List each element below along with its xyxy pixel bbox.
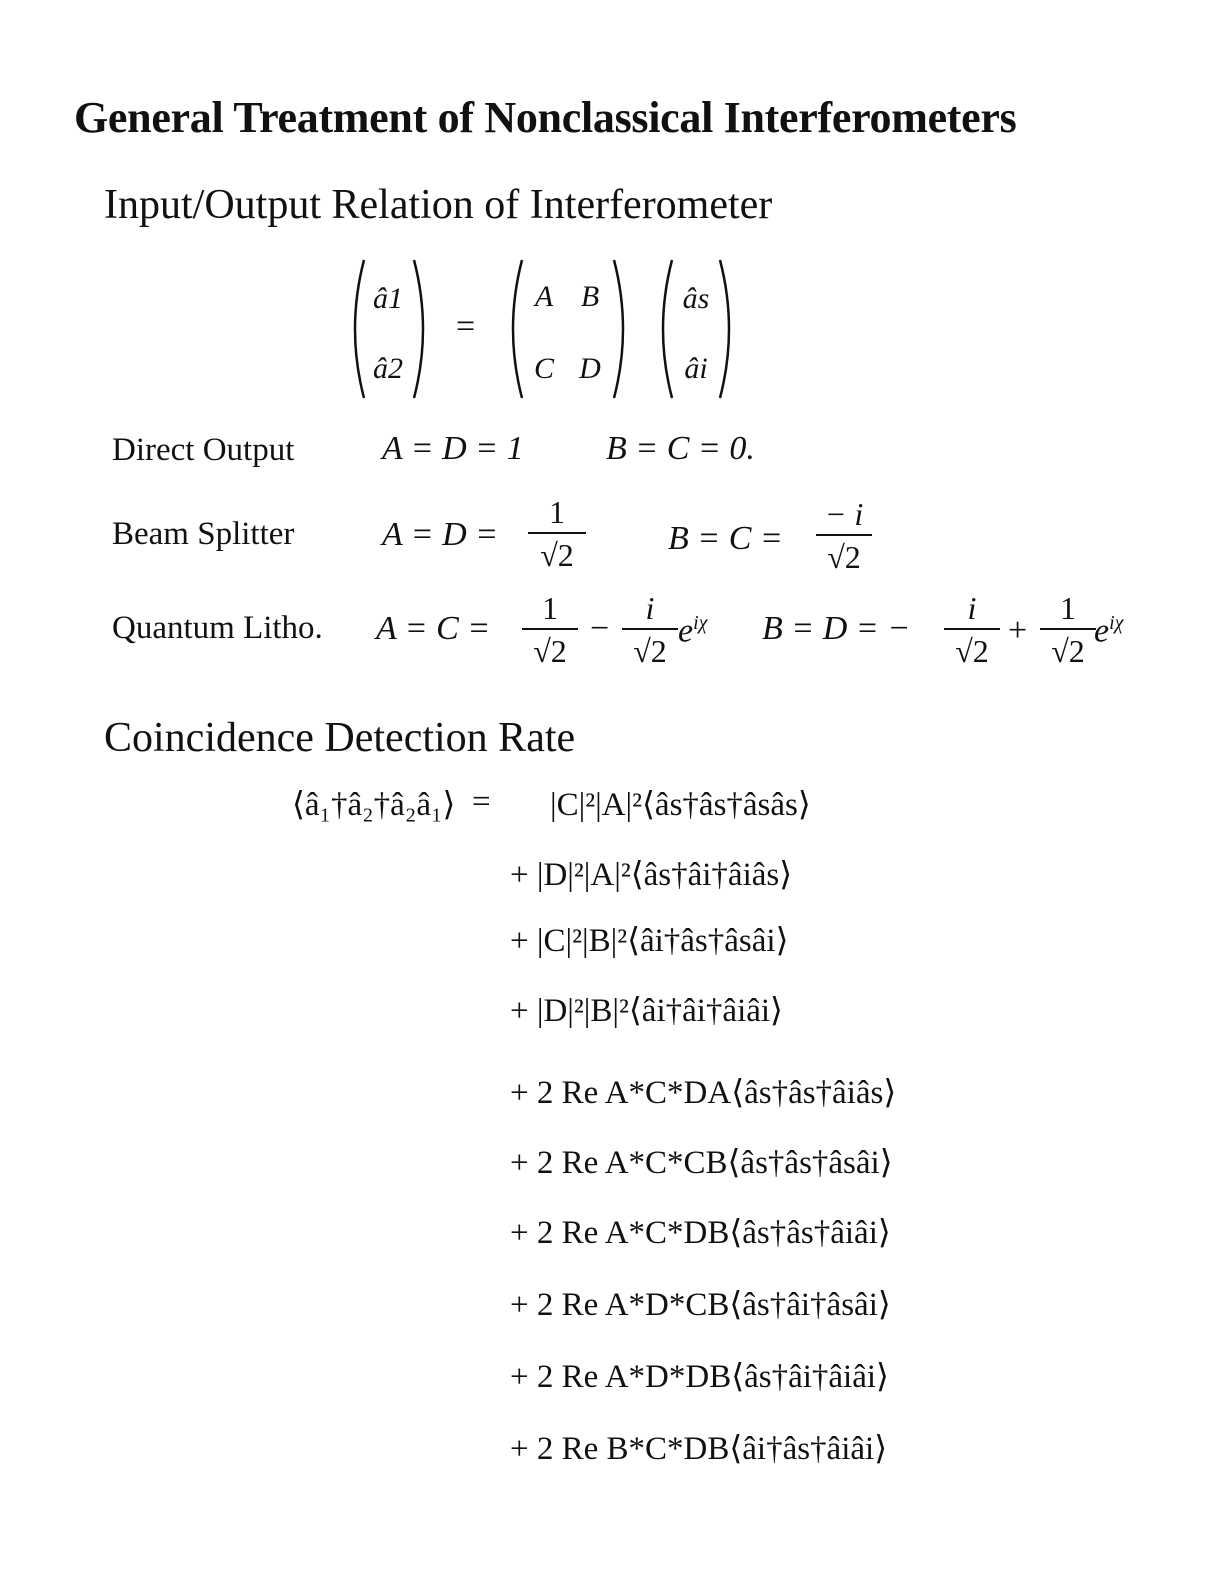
- frac-denominator: √2: [540, 537, 574, 573]
- quantum-litho-frac3: [944, 590, 1000, 670]
- frac-bar: [622, 628, 678, 630]
- quantum-litho-exp1: [678, 612, 707, 650]
- right-paren-icon: [718, 258, 740, 400]
- direct-output-expr1: A = D = 1: [382, 430, 524, 467]
- quantum-litho-frac4: [1040, 590, 1096, 670]
- exp-base: e: [1094, 612, 1110, 650]
- coeff-A: A: [534, 280, 554, 313]
- frac-denominator: √2: [955, 633, 989, 669]
- frac-denominator: √2: [633, 633, 667, 669]
- row-label-beam-splitter: Beam Splitter: [112, 516, 295, 552]
- term-10: + 2 Re B*C*DB⟨âi†âs†âiâi⟩: [510, 1431, 888, 1467]
- term-2: + |D|²|A|²⟨âs†âi†âiâs⟩: [510, 857, 793, 893]
- frac-numerator: 1: [549, 494, 565, 530]
- exp-power: iχ: [1109, 612, 1124, 634]
- frac-denominator: √2: [533, 633, 567, 669]
- frac-bar: [528, 532, 586, 534]
- frac-bar: [816, 534, 872, 536]
- frac-numerator: i: [967, 590, 977, 626]
- term-7: + 2 Re A*C*DB⟨âs†âs†âiâi⟩: [510, 1215, 891, 1251]
- frac-numerator: − i: [824, 496, 864, 532]
- rhs-as: âs: [682, 282, 710, 315]
- term-1: |C|²|A|²⟨âs†âs†âsâs⟩: [550, 787, 811, 823]
- quantum-litho-op2: +: [1008, 612, 1028, 649]
- quantum-litho-lhs1: A = C =: [376, 610, 491, 647]
- coeff-B: B: [580, 280, 600, 313]
- lhs-a1: â1: [373, 282, 403, 315]
- beam-splitter-lhs1: A = D =: [382, 516, 499, 553]
- term-6: + 2 Re A*C*CB⟨âs†âs†âsâi⟩: [510, 1145, 893, 1181]
- lhs-a2: â2: [373, 352, 403, 385]
- frac-bar: [522, 628, 578, 630]
- coeff-C: C: [533, 352, 554, 385]
- quantum-litho-exp2: [1094, 612, 1123, 650]
- quantum-litho-frac2: [622, 590, 678, 670]
- right-paren-icon: [412, 258, 434, 400]
- frac-bar: [944, 628, 1000, 630]
- term-4: + |D|²|B|²⟨âi†âi†âiâi⟩: [510, 993, 783, 1029]
- rhs-ai: âi: [684, 352, 708, 385]
- exp-power: iχ: [693, 612, 708, 634]
- coincidence-equals: =: [472, 784, 491, 820]
- direct-output-expr2: B = C = 0.: [606, 430, 755, 467]
- frac-denominator: √2: [1051, 633, 1085, 669]
- row-label-direct-output: Direct Output: [112, 432, 295, 468]
- term-3: + |C|²|B|²⟨âi†âs†âsâi⟩: [510, 923, 789, 959]
- beam-splitter-frac2: [816, 496, 872, 576]
- beam-splitter-lhs2: B = C =: [668, 520, 783, 557]
- section-heading-io: Input/Output Relation of Interferometer: [104, 182, 773, 228]
- frac-denominator: √2: [827, 539, 861, 575]
- row-label-quantum-litho: Quantum Litho.: [112, 610, 323, 646]
- term-8: + 2 Re A*D*CB⟨âs†âi†âsâi⟩: [510, 1287, 891, 1323]
- right-paren-icon: [612, 258, 634, 400]
- frac-numerator: 1: [542, 590, 558, 626]
- frac-bar: [1040, 628, 1096, 630]
- frac-numerator: 1: [1060, 590, 1076, 626]
- coeff-D: D: [579, 352, 601, 385]
- frac-numerator: i: [645, 590, 655, 626]
- exp-base: e: [678, 612, 694, 650]
- section-heading-coincidence: Coincidence Detection Rate: [104, 715, 576, 761]
- quantum-litho-lhs2: B = D = −: [762, 610, 911, 647]
- coincidence-lhs: ⟨â₁†â₂†â₂â₁⟩: [292, 787, 456, 823]
- matrix-equals: =: [456, 308, 476, 345]
- page-title: General Treatment of Nonclassical Interferometers: [74, 93, 1017, 142]
- beam-splitter-frac1: [528, 494, 586, 574]
- quantum-litho-op1: −: [590, 610, 610, 647]
- term-5: + 2 Re A*C*DA⟨âs†âs†âiâs⟩: [510, 1075, 897, 1111]
- quantum-litho-frac1: [522, 590, 578, 670]
- term-9: + 2 Re A*D*DB⟨âs†âi†âiâi⟩: [510, 1359, 889, 1395]
